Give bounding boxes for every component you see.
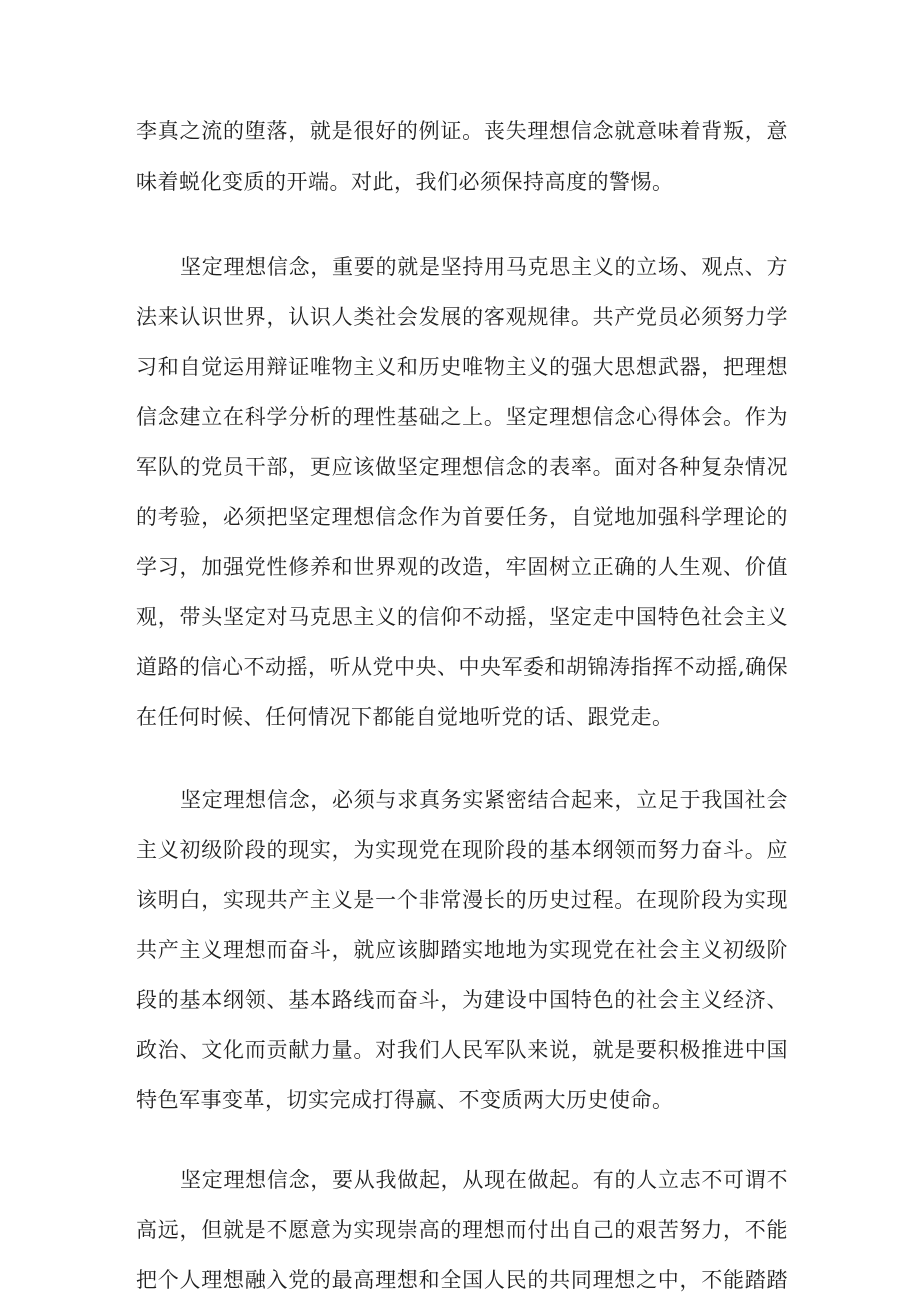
paragraph-line: 该明白，实现共产主义是一个非常漫长的历史过程。在现阶段为实现 <box>136 888 788 912</box>
paragraph-line: 坚定理想信念，重要的就是坚持用马克思主义的立场、观点、方 <box>180 255 788 279</box>
paragraph-line: 李真之流的堕落，就是很好的例证。丧失理想信念就意味着背叛，意 <box>136 119 788 143</box>
paragraph-line: 法来认识世界，认识人类社会发展的客观规律。共产党员必须努力学 <box>136 305 788 329</box>
paragraph-line: 军队的党员干部，更应该做坚定理想信念的表率。面对各种复杂情况 <box>136 455 788 479</box>
paragraph-line: 把个人理想融入党的最高理想和全国人民的共同理想之中，不能踏踏 <box>136 1268 788 1292</box>
paragraph-line: 道路的信心不动摇，听从党中央、中央军委和胡锦涛指挥不动摇,确保 <box>136 655 789 679</box>
paragraph-line: 的考验，必须把坚定理想信念作为首要任务，自觉地加强科学理论的 <box>136 505 788 529</box>
paragraph-line: 共产主义理想而奋斗，就应该脚踏实地地为实现党在社会主义初级阶 <box>136 938 788 962</box>
paragraph-line: 政治、文化而贡献力量。对我们人民军队来说，就是要积极推进中国 <box>136 1038 788 1062</box>
paragraph-line: 高远，但就是不愿意为实现崇高的理想而付出自己的艰苦努力，不能 <box>136 1218 788 1242</box>
paragraph-line: 段的基本纲领、基本路线而奋斗，为建设中国特色的社会主义经济、 <box>136 988 788 1012</box>
paragraph-line: 坚定理想信念，必须与求真务实紧密结合起来，立足于我国社会 <box>180 788 788 812</box>
paragraph-line: 坚定理想信念，要从我做起，从现在做起。有的人立志不可谓不 <box>180 1168 788 1192</box>
paragraph-line: 观，带头坚定对马克思主义的信仰不动摇，坚定走中国特色社会主义 <box>136 605 788 629</box>
paragraph-line: 在任何时候、任何情况下都能自觉地听党的话、跟党走。 <box>136 705 674 729</box>
paragraph-line: 味着蜕化变质的开端。对此，我们必须保持高度的警惕。 <box>136 170 674 194</box>
paragraph-line: 信念建立在科学分析的理性基础之上。坚定理想信念心得体会。作为 <box>136 405 788 429</box>
paragraph-line: 习和自觉运用辩证唯物主义和历史唯物主义的强大思想武器，把理想 <box>136 355 788 379</box>
paragraph-line: 学习，加强党性修养和世界观的改造，牢固树立正确的人生观、价值 <box>136 555 788 579</box>
paragraph-line: 特色军事变革，切实完成打得赢、不变质两大历史使命。 <box>136 1088 674 1112</box>
paragraph-line: 主义初级阶段的现实，为实现党在现阶段的基本纲领而努力奋斗。应 <box>136 838 788 862</box>
